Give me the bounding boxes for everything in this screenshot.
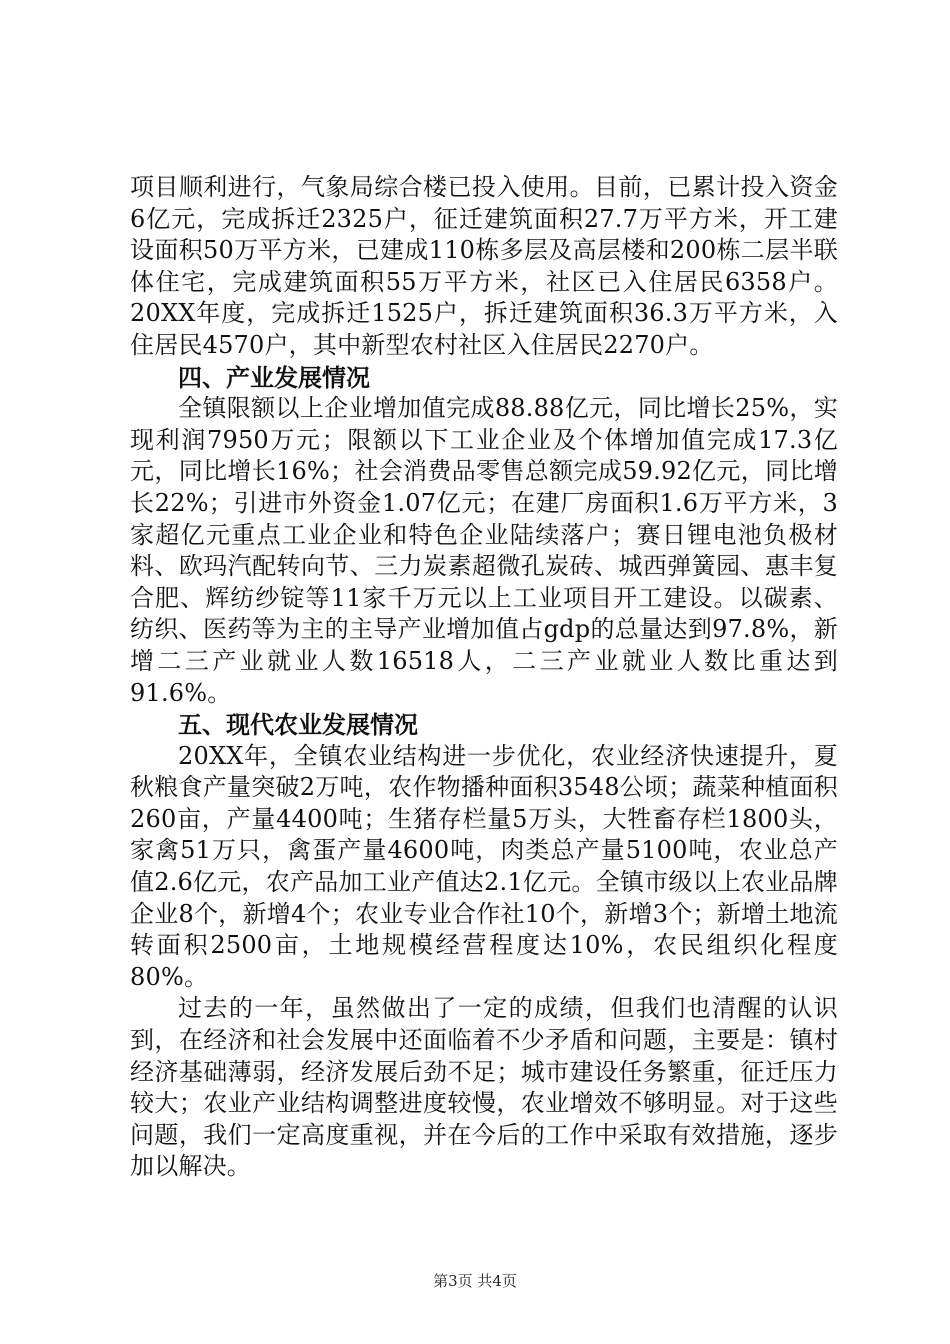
paragraph-project-progress: 项目顺利进行，气象局综合楼已投入使用。目前，已累计投入资金6亿元，完成拆迁2325户，征迁建筑面积27.7万平方米，开工建设面积50万平方米，已建成110栋多层及高层楼和200栋二层半联体住宅，完成建筑面积55万平方米，社区已入住居民6358户。20XX年度，完成拆迁1525户，拆迁建筑面积36.3万平方米，入住居民4570户，其中新型农村社区入住居民2270户。 xyxy=(130,173,838,359)
page-number-footer: 第3页 共4页 xyxy=(433,1272,517,1290)
paragraph-modern-agriculture: 20XX年，全镇农业结构进一步优化，农业经济快速提升，夏秋粮食产量突破2万吨，农作物播种面积3548公顷；蔬菜种植面积260亩，产量4400吨；生猪存栏量5万头，大牲畜存栏1800头，家禽51万只，禽蛋产量4600吨，肉类总产量5100吨，农业总产值2.6亿元，农产品加工业产值达2.1亿元。全镇市级以上农业品牌企业8个，新增4个；农业专业合作社10个，新增3个；新增土地流转面积2500亩，土地规模经营程度达10%，农民组织化程度80%。 xyxy=(130,741,838,991)
heading-industry-development: 四、产业发展情况 xyxy=(178,362,370,392)
document-body xyxy=(130,172,838,1183)
paragraph-industry-development: 全镇限额以上企业增加值完成88.88亿元，同比增长25%，实现利润7950万元；限额以下工业企业及个体增加值完成17.3亿元，同比增长16%；社会消费品零售总额完成59.92亿元，同比增长22%；引进市外资金1.07亿元；在建厂房面积1.6万平方米，3家超亿元重点工业企业和特色企业陆续落户；赛日锂电池负极材料、欧玛汽配转向节、三力炭素超微孔炭砖、城西弹簧园、惠丰复合肥、辉纺纱锭等11家千万元以上工业项目开工建设。以碳素、纺织、医药等为主的主导产业增加值占gdp的总量达到97.8%，新增二三产业就业人数16518人，二三产业就业人数比重达到91.6%。 xyxy=(130,394,838,707)
heading-modern-agriculture: 五、现代农业发展情况 xyxy=(178,710,418,740)
paragraph-problems-summary: 过去的一年，虽然做出了一定的成绩，但我们也清醒的认识到，在经济和社会发展中还面临着不少矛盾和问题，主要是：镇村经济基础薄弱，经济发展后劲不足；城市建设任务繁重，征迁压力较大；农业产业结构调整进度较慢，农业增效不够明显。对于这些问题，我们一定高度重视，并在今后的工作中采取有效措施，逐步加以解决。 xyxy=(130,994,838,1181)
